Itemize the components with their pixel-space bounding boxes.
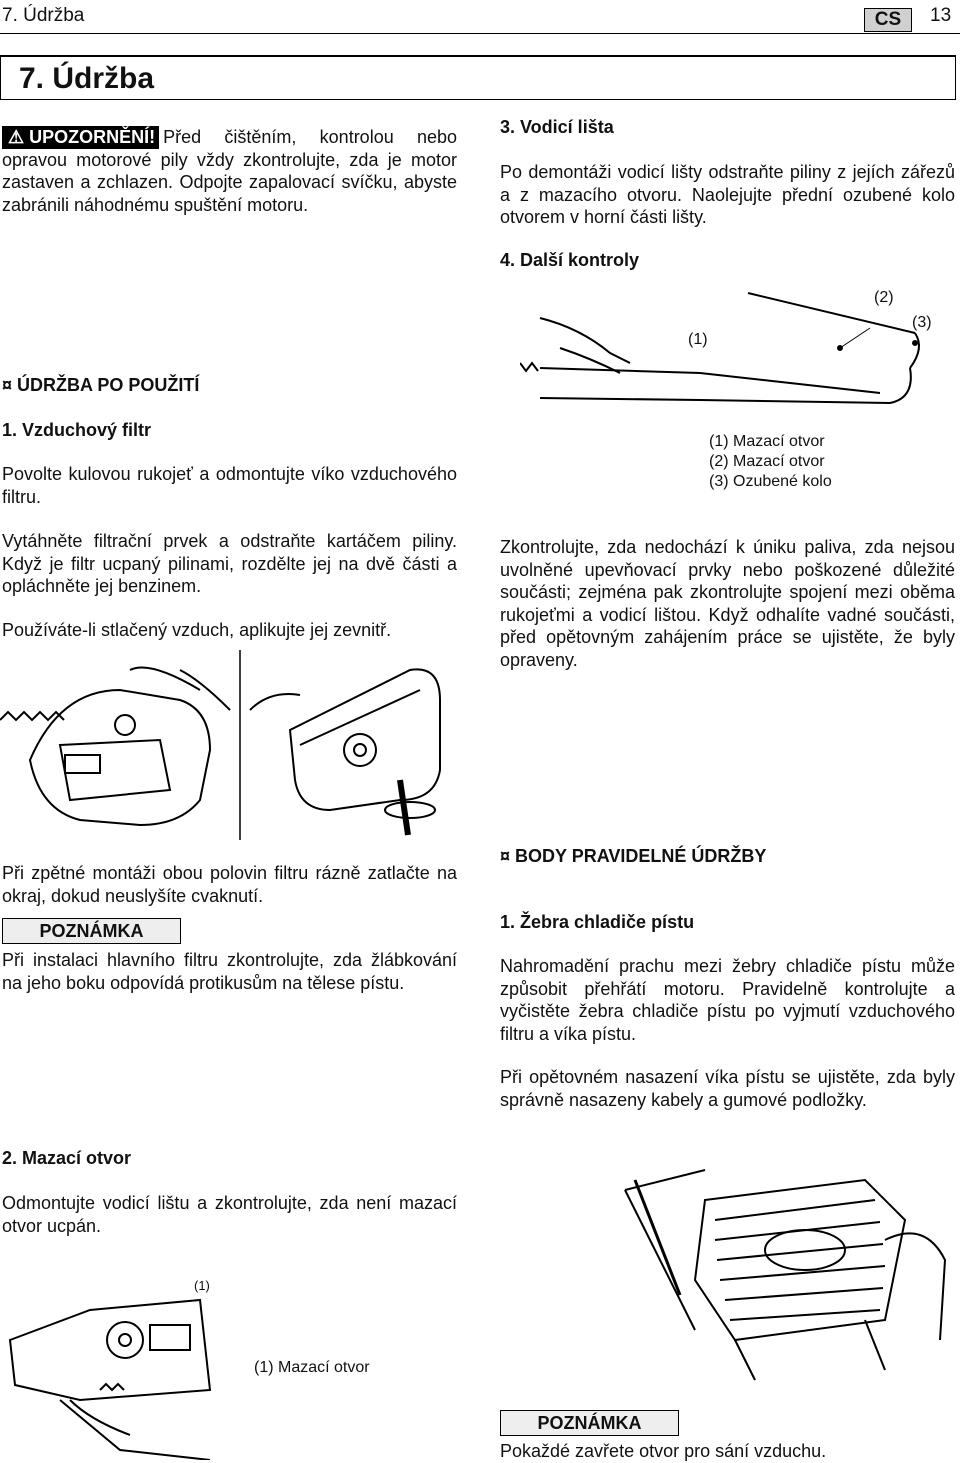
air-filter-p4: Při zpětné montáži obou polovin filtru rázně zatlačte na okraj, dokud neuslyšíte cvaknutí. — [2, 863, 457, 906]
guide-caption-2: (2) Mazací otvor — [709, 453, 825, 470]
oil-hole-caption: (1) Mazací otvor — [254, 1359, 370, 1376]
section-title: 7. Údržba — [19, 62, 155, 95]
guide-fig-label-1: (1) — [688, 331, 708, 348]
oil-hole-heading: 2. Mazací otvor — [2, 1148, 132, 1168]
guide-bar-p1: Po demontáži vodicí lišty odstraňte piliny z jejích zářezů a z mazacího otvoru. Naolejujte přední ozubené kolo otvorem v horní části lišty. — [500, 162, 955, 227]
warning-badge — [2, 126, 159, 149]
warning-badge-label: UPOZORNĚNÍ! — [29, 127, 156, 147]
guide-fig-label-3: (3) — [912, 314, 932, 331]
warning-lead: Před čištěním, kontrolou nebo — [163, 127, 457, 147]
air-filter-note: Při instalaci hlavního filtru zkontrolujte, zda žlábkování na jeho boku odpovídá protikusům na tělese pístu. — [2, 950, 457, 993]
other-checks-p1: Zkontrolujte, zda nedochází k úniku paliva, zda nejsou uvolněné upevňovací prvky nebo poškozené důležité součásti; zejména pak zkontrolujte spojení mezi oběma rukojeťmi a vodicí lištou. Když odhalíte vadné součásti, před opětovným zahájením práce se ujistěte, že byly opraveny. — [500, 537, 955, 670]
language-badge: CS — [864, 8, 912, 32]
oil-hole-p1: Odmontujte vodicí lištu a zkontrolujte, zda není mazací otvor ucpán. — [2, 1193, 457, 1236]
header-rule — [0, 33, 960, 34]
air-filter-figure — [0, 650, 460, 840]
air-filter-p2: Vytáhněte filtrační prvek a odstraňte kartáčem piliny. Když je filtr ucpaný pilinami, rozdělte jej na dvě části a opláchněte jej benzinem. — [2, 531, 457, 596]
guide-caption-3: (3) Ozubené kolo — [709, 473, 832, 490]
after-use-heading: ¤ ÚDRŽBA PO POUŽITÍ — [2, 375, 200, 395]
guide-fig-label-2: (2) — [874, 289, 894, 306]
fins-p1: Nahromadění prachu mezi žebry chladiče pístu může způsobit přehřátí motoru. Pravidelně kontrolujte a vyčistěte žebra chladiče pístu po vyjmutí vzduchového filtru a víka pístu. — [500, 956, 955, 1044]
warning-block — [2, 126, 457, 216]
fins-p2: Při opětovném nasazení víka pístu se ujistěte, zda byly správně nasazeny kabely a gumové podložky. — [500, 1067, 955, 1110]
note-label-2: POZNÁMKA — [500, 1410, 679, 1436]
warning-icon: ⚠ — [8, 127, 25, 147]
periodic-heading: ¤ BODY PRAVIDELNÉ ÚDRŽBY — [500, 846, 767, 866]
guide-bar-figure — [520, 288, 940, 423]
fins-heading: 1. Žebra chladiče pístu — [500, 912, 695, 932]
warning-text: opravou motorové pily vždy zkontrolujte, zda je motor zastaven a zchlazen. Odpojte zapalovací svíčku, abyste zabránili náhodnému spuštění motoru. — [2, 149, 457, 215]
cylinder-fins-figure — [585, 1160, 955, 1390]
section-title-box — [0, 55, 956, 100]
guide-bar-heading: 3. Vodicí lišta — [500, 117, 614, 137]
guide-caption-1: (1) Mazací otvor — [709, 433, 825, 450]
other-checks-heading: 4. Další kontroly — [500, 250, 640, 270]
page-number: 13 — [930, 5, 952, 26]
air-filter-heading: 1. Vzduchový filtr — [2, 420, 152, 440]
air-filter-p3: Používáte-li stlačený vzduch, aplikujte jej zevnitř. — [2, 620, 392, 640]
air-filter-p1: Povolte kulovou rukojeť a odmontujte víko vzduchového filtru. — [2, 464, 457, 507]
running-header-title: 7. Údržba — [2, 5, 85, 26]
note-label-1: POZNÁMKA — [2, 918, 181, 944]
oil-hole-figure — [0, 1270, 230, 1460]
periodic-note: Pokaždé zavřete otvor pro sání vzduchu. — [500, 1441, 827, 1461]
oil-hole-fig-label: (1) — [194, 1278, 210, 1293]
